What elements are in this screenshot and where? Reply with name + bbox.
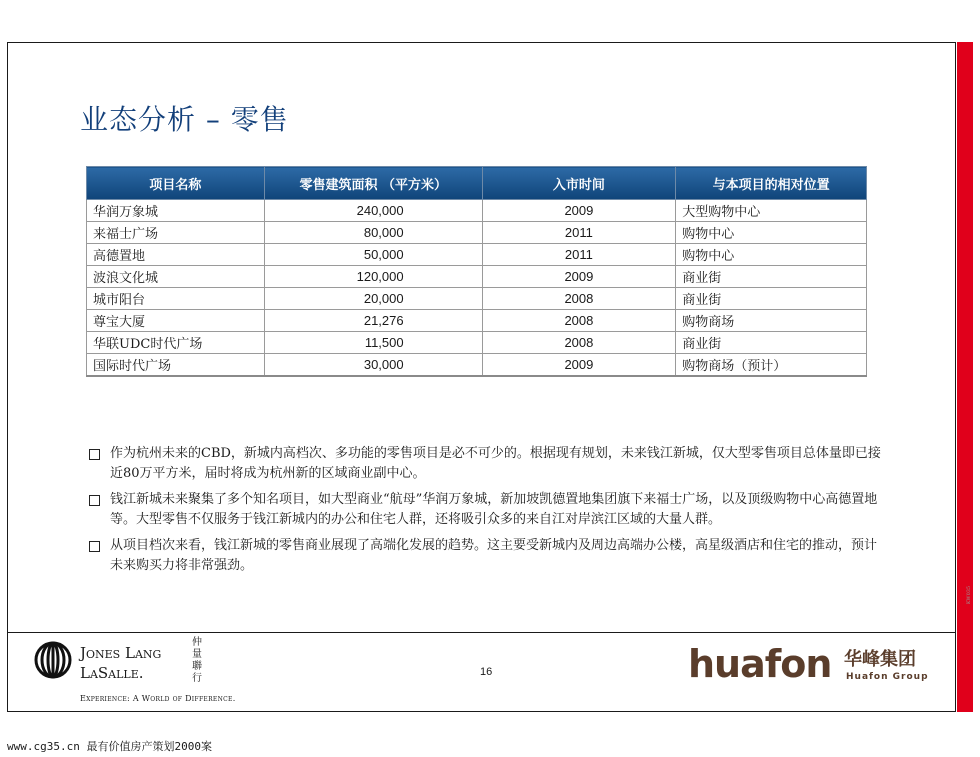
position-cell: 大型购物中心 [676,200,867,222]
area-cell: 240,000 [264,200,482,222]
year-cell: 2009 [482,200,676,222]
project-name-cell: 华联UDC时代广场 [87,332,265,354]
position-cell: 购物商场（预计） [676,354,867,376]
bullet-item [86,444,882,484]
year-cell: 2011 [482,222,676,244]
year-cell: 2011 [482,244,676,266]
position-cell: 购物中心 [676,244,867,266]
year-cell: 2009 [482,354,676,376]
jll-wordmark [80,643,161,683]
watermark-text: www.cg35.cn 最有价值房产策划2000案 [7,740,212,753]
year-cell: 2009 [482,266,676,288]
checkbox-bullet-icon [89,541,100,552]
project-name-cell: 高德置地 [87,244,265,266]
column-header: 零售建筑面积 （平方米） [264,167,482,200]
bullet-text: 从项目档次来看，钱江新城的零售商业展现了高端化发展的趋势。这主要受新城内及周边高端办公楼，高星级酒店和住宅的推动，预计未来购买力将非常强劲。 [110,538,878,573]
jll-name-line2: LaSalle. [80,664,144,682]
table-header-row [87,167,867,200]
table-row [87,310,867,332]
huafon-wordmark: huafon [688,644,832,684]
page-number: 16 [480,666,493,678]
table-row [87,244,867,266]
table-row [87,200,867,222]
bullet-list [86,444,882,582]
footer-divider [8,632,955,633]
table-row [87,288,867,310]
table-row [87,266,867,288]
bullet-item [86,490,882,530]
area-cell: 30,000 [264,354,482,376]
area-cell: 80,000 [264,222,482,244]
table-row [87,222,867,244]
project-name-cell: 尊宝大厦 [87,310,265,332]
huafon-chinese-name: 华峰集团 [844,649,916,670]
jll-name-line1: Jones Lang [80,644,162,662]
year-cell: 2008 [482,310,676,332]
position-cell: 购物商场 [676,310,867,332]
side-code: KW035 [966,585,973,605]
area-cell: 11,500 [264,332,482,354]
year-cell: 2008 [482,332,676,354]
checkbox-bullet-icon [89,449,100,460]
table-row [87,332,867,354]
project-name-cell: 华润万象城 [87,200,265,222]
retail-projects-table [86,166,867,377]
area-cell: 120,000 [264,266,482,288]
huafon-english-name: Huafon Group [846,672,929,682]
area-cell: 20,000 [264,288,482,310]
position-cell: 购物中心 [676,222,867,244]
area-cell: 50,000 [264,244,482,266]
jll-chinese-name: 仲量聯行 [192,637,202,684]
position-cell: 商业街 [676,332,867,354]
position-cell: 商业街 [676,288,867,310]
jll-tagline: Experience: A World of Difference. [80,694,236,703]
project-name-cell: 城市阳台 [87,288,265,310]
project-name-cell: 来福士广场 [87,222,265,244]
checkbox-bullet-icon [89,495,100,506]
table-row [87,354,867,376]
jll-logo-icon [34,641,72,679]
huafon-logo-icon [688,644,946,684]
column-header: 与本项目的相对位置 [676,167,867,200]
bullet-item [86,536,882,576]
accent-bar [957,42,973,712]
bullet-text: 钱江新城未来聚集了多个知名项目，如大型商业“航母”华润万象城，新加坡凯德置地集团旗下来福士广场，以及顶级购物中心高德置地等。大型零售不仅服务于钱江新城内的办公和住宅人群，还将吸引众多的来自江对岸滨江区域的大量人群。 [110,492,878,527]
column-header: 入市时间 [482,167,676,200]
bullet-text: 作为杭州未来的CBD，新城内高档次、多功能的零售项目是必不可少的。根据现有规划，未来钱江新城，仅大型零售项目总体量即已接近80万平方米，届时将成为杭州新的区域商业副中心。 [110,446,881,481]
column-header: 项目名称 [87,167,265,200]
slide-title: 业态分析 – 零售 [80,103,289,136]
area-cell: 21,276 [264,310,482,332]
slide-frame [7,42,956,712]
position-cell: 商业街 [676,266,867,288]
year-cell: 2008 [482,288,676,310]
project-name-cell: 国际时代广场 [87,354,265,376]
project-name-cell: 波浪文化城 [87,266,265,288]
